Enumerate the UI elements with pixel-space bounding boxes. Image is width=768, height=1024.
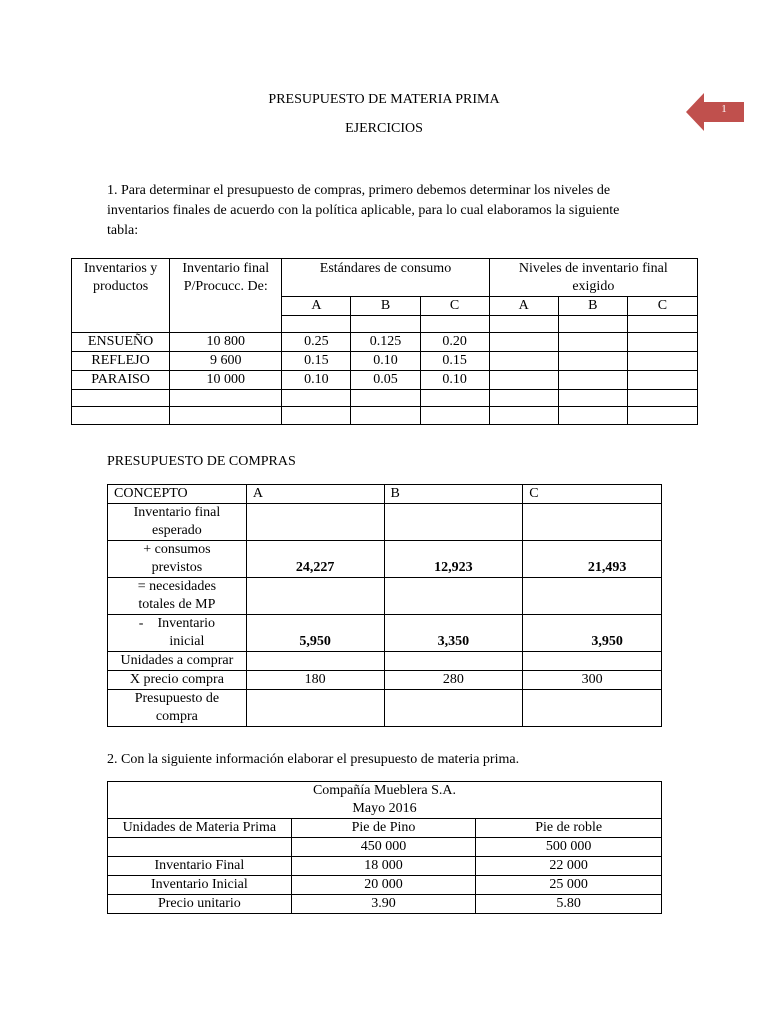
- empty-cell: [489, 352, 558, 371]
- empty-cell: [627, 407, 697, 425]
- value-b: 3,350: [384, 615, 523, 652]
- page-subtitle: EJERCICIOS: [345, 121, 423, 136]
- section-heading: PRESUPUESTO DE COMPRAS: [107, 454, 296, 469]
- value-a: 24,227: [246, 541, 384, 578]
- value-pino: 3.90: [291, 895, 476, 914]
- empty-cell: [558, 390, 627, 407]
- company-name: Compañía Mueblera S.A.: [312, 783, 457, 798]
- value-c: 21,493: [523, 541, 662, 578]
- empty-cell: [420, 316, 489, 333]
- table-row: [108, 857, 662, 876]
- concept-label: Presupuesto de compra: [108, 690, 247, 727]
- header-unidades: Unidades de Materia Prima: [108, 819, 292, 838]
- empty-cell: [72, 390, 170, 407]
- table-row: [72, 371, 698, 390]
- empty-cell: [282, 407, 351, 425]
- table-row: [108, 838, 662, 857]
- empty-cell: [523, 652, 662, 671]
- inventory-final-value: 10 800: [170, 333, 282, 352]
- empty-cell: [558, 316, 627, 333]
- header-a: A: [246, 485, 384, 504]
- table-row: [72, 407, 698, 425]
- value-a: 180: [246, 671, 384, 690]
- company-header: [108, 782, 662, 819]
- product-name: REFLEJO: [72, 352, 170, 371]
- value-pino: 18 000: [291, 857, 476, 876]
- concept-label: - Inventario inicial: [108, 615, 247, 652]
- value-a: 5,950: [246, 615, 384, 652]
- report-month: Mayo 2016: [352, 801, 417, 816]
- empty-cell: [489, 333, 558, 352]
- header-pino: Pie de Pino: [291, 819, 476, 838]
- table-row: [108, 541, 662, 578]
- standard-a: 0.25: [282, 333, 351, 352]
- header-concepto: CONCEPTO: [108, 485, 247, 504]
- purchase-budget-table: [107, 484, 662, 727]
- table-row: [108, 615, 662, 652]
- value-roble: 22 000: [476, 857, 662, 876]
- inventory-levels-table: [71, 258, 698, 425]
- table-row: [108, 671, 662, 690]
- value-pino: 450 000: [291, 838, 476, 857]
- header-c: C: [523, 485, 662, 504]
- standard-c: 0.20: [420, 333, 489, 352]
- standard-b: 0.125: [351, 333, 420, 352]
- subheader-c: C: [420, 297, 489, 316]
- inventory-final-value: 9 600: [170, 352, 282, 371]
- empty-cell: [384, 690, 523, 727]
- table-row: [108, 578, 662, 615]
- value-b: 12,923: [384, 541, 523, 578]
- question-2: 2. Con la siguiente información elaborar el presupuesto de materia prima.: [107, 752, 520, 767]
- value-pino: 20 000: [291, 876, 476, 895]
- table-row: [108, 876, 662, 895]
- concept-label: = necesidades totales de MP: [108, 578, 247, 615]
- empty-cell: [489, 407, 558, 425]
- empty-cell: [627, 316, 697, 333]
- empty-cell: [489, 390, 558, 407]
- empty-cell: [627, 352, 697, 371]
- standard-a: 0.10: [282, 371, 351, 390]
- subheader-a: A: [282, 297, 351, 316]
- row-label: Precio unitario: [108, 895, 292, 914]
- header-b: B: [384, 485, 523, 504]
- empty-cell: [523, 504, 662, 541]
- intro-line: 1. Para determinar el presupuesto de compras, primero debemos determinar los niveles de: [107, 183, 611, 198]
- header-niveles-inventario: Niveles de inventario final exigido: [489, 259, 697, 297]
- empty-cell: [351, 390, 420, 407]
- header-inventarios-productos: Inventarios y productos: [72, 259, 170, 333]
- table-row: [108, 690, 662, 727]
- product-name: PARAISO: [72, 371, 170, 390]
- empty-cell: [489, 316, 558, 333]
- empty-cell: [282, 316, 351, 333]
- table-row: [108, 895, 662, 914]
- empty-cell: [170, 390, 282, 407]
- empty-cell: [246, 578, 384, 615]
- row-label: [108, 838, 292, 857]
- empty-cell: [384, 652, 523, 671]
- subheader-b: B: [558, 297, 627, 316]
- subheader-a: A: [489, 297, 558, 316]
- table-row: [108, 504, 662, 541]
- empty-cell: [170, 407, 282, 425]
- empty-cell: [351, 407, 420, 425]
- row-label: Inventario Inicial: [108, 876, 292, 895]
- empty-cell: [384, 578, 523, 615]
- value-b: 280: [384, 671, 523, 690]
- empty-cell: [351, 316, 420, 333]
- standard-a: 0.15: [282, 352, 351, 371]
- empty-cell: [523, 690, 662, 727]
- empty-cell: [246, 504, 384, 541]
- value-roble: 5.80: [476, 895, 662, 914]
- header-inventario-final: Inventario final P/Procucc. De:: [170, 259, 282, 333]
- concept-label: Unidades a comprar: [108, 652, 247, 671]
- intro-line: inventarios finales de acuerdo con la política aplicable, para lo cual elaboramos la siguiente: [107, 203, 620, 218]
- value-c: 3,950: [523, 615, 662, 652]
- intro-line: tabla:: [107, 223, 139, 238]
- subheader-c: C: [627, 297, 697, 316]
- empty-cell: [246, 652, 384, 671]
- standard-b: 0.05: [351, 371, 420, 390]
- empty-cell: [420, 407, 489, 425]
- row-label: Inventario Final: [108, 857, 292, 876]
- empty-cell: [384, 504, 523, 541]
- header-estandares-consumo: Estándares de consumo: [282, 259, 489, 297]
- standard-b: 0.10: [351, 352, 420, 371]
- table-row: [72, 390, 698, 407]
- value-c: 300: [523, 671, 662, 690]
- empty-cell: [627, 333, 697, 352]
- intro-paragraph: [107, 181, 619, 241]
- product-name: ENSUEÑO: [72, 333, 170, 352]
- page-title: PRESUPUESTO DE MATERIA PRIMA: [268, 92, 500, 107]
- empty-cell: [558, 333, 627, 352]
- standard-c: 0.15: [420, 352, 489, 371]
- empty-cell: [489, 371, 558, 390]
- empty-cell: [627, 371, 697, 390]
- concept-label: X precio compra: [108, 671, 247, 690]
- empty-cell: [558, 371, 627, 390]
- value-roble: 25 000: [476, 876, 662, 895]
- empty-cell: [558, 407, 627, 425]
- value-roble: 500 000: [476, 838, 662, 857]
- empty-cell: [72, 407, 170, 425]
- page-number: 1: [721, 103, 727, 115]
- concept-label: Inventario final esperado: [108, 504, 247, 541]
- empty-cell: [523, 578, 662, 615]
- empty-cell: [246, 690, 384, 727]
- empty-cell: [282, 390, 351, 407]
- table-row: [72, 352, 698, 371]
- concept-label: + consumos previstos: [108, 541, 247, 578]
- standard-c: 0.10: [420, 371, 489, 390]
- raw-material-table: [107, 781, 662, 914]
- table-row: [72, 333, 698, 352]
- empty-cell: [558, 352, 627, 371]
- header-roble: Pie de roble: [476, 819, 662, 838]
- empty-cell: [420, 390, 489, 407]
- empty-cell: [627, 390, 697, 407]
- subheader-b: B: [351, 297, 420, 316]
- inventory-final-value: 10 000: [170, 371, 282, 390]
- table-row: [108, 652, 662, 671]
